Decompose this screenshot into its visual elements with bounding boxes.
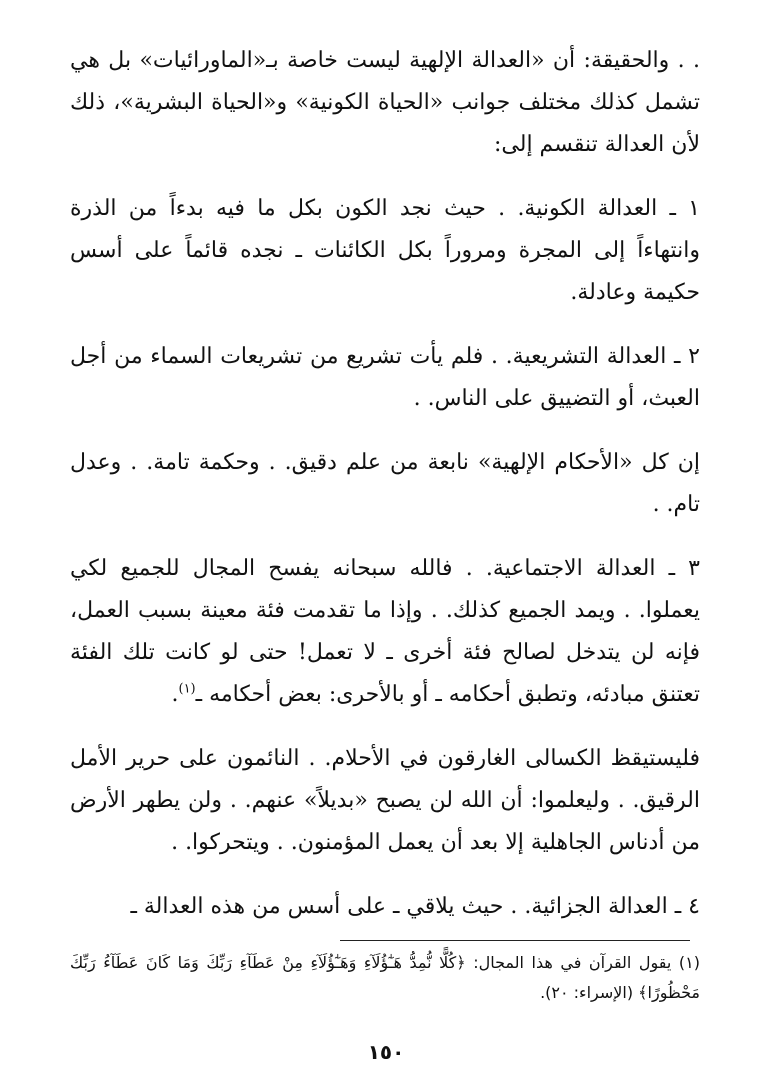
paragraph-wake-up: فليستيقظ الكسالى الغارقون في الأحلام. . النائمون على حرير الأمل الرقيق. . وليعلموا: أن الله لن يصبح «بديلاً» عنهم. . ولن يطهر الأرض من أدناس الجاهلية إلا بعد أن يعمل المؤمنون. . ويتحركوا. . <box>70 746 700 855</box>
paragraph-punitive-justice: ٤ ـ العدالة الجزائية. . حيث يلاقي ـ على أسس من هذه العدالة ـ <box>130 894 700 919</box>
footnote-divider <box>340 940 690 941</box>
paragraph-social-justice <box>70 548 700 716</box>
page-number: ١٥٠ <box>367 1040 405 1064</box>
paragraph-intro: . . والحقيقة: أن «العدالة الإلهية ليست خاصة بـ«الماورائيات» بل هي تشمل كذلك مختلف جوانب «الحياة الكونية» و«الحياة البشرية»، ذلك لأن العدالة تنقسم إلى: <box>70 48 700 157</box>
paragraph-cosmic-justice: ١ ـ العدالة الكونية. . حيث نجد الكون بكل ما فيه بدءاً من الذرة وانتهاءاً إلى المجرة ومروراً بكل الكائنات ـ نجده قائماً على أسس حكيمة وعادلة. <box>70 196 700 305</box>
paragraph-legislative-justice: ٢ ـ العدالة التشريعية. . فلم يأت تشريع من تشريعات السماء من أجل العبث، أو التضييق على الناس. . <box>70 344 700 411</box>
social-justice-end: . <box>171 682 179 707</box>
paragraph-divine-rulings: إن كل «الأحكام الإلهية» نابعة من علم دقيق. . وحكمة تامة. . وعدل تام. . <box>70 450 700 517</box>
footnote: (١) يقول القرآن في هذا المجال: ﴿كُلًّا نُّمِدُّ هَـٰٓؤُلَآءِ وَهَـٰٓؤُلَآءِ مِنْ عَطَآءِ رَبِّكَ وَمَا كَانَ عَطَآءُ رَبِّكَ مَحْظُورًا﴾ (الإسراء: ٢٠). <box>70 953 700 1002</box>
social-justice-text: ٣ ـ العدالة الاجتماعية. . فالله سبحانه يفسح المجال للجميع لكي يعملوا. . ويمد الجميع كذلك. . وإذا ما تقدمت فئة معينة بسبب العمل، فإنه لن يتدخل لصالح فئة أخرى ـ لا تعمل! حتى لو كانت تلك الفئة تعتنق مبادئه، وتطبق أحكامه ـ أو بالأحرى: بعض أحكامه ـ <box>70 556 700 707</box>
footnote-reference: (١) <box>178 681 196 697</box>
page-body <box>70 40 700 950</box>
